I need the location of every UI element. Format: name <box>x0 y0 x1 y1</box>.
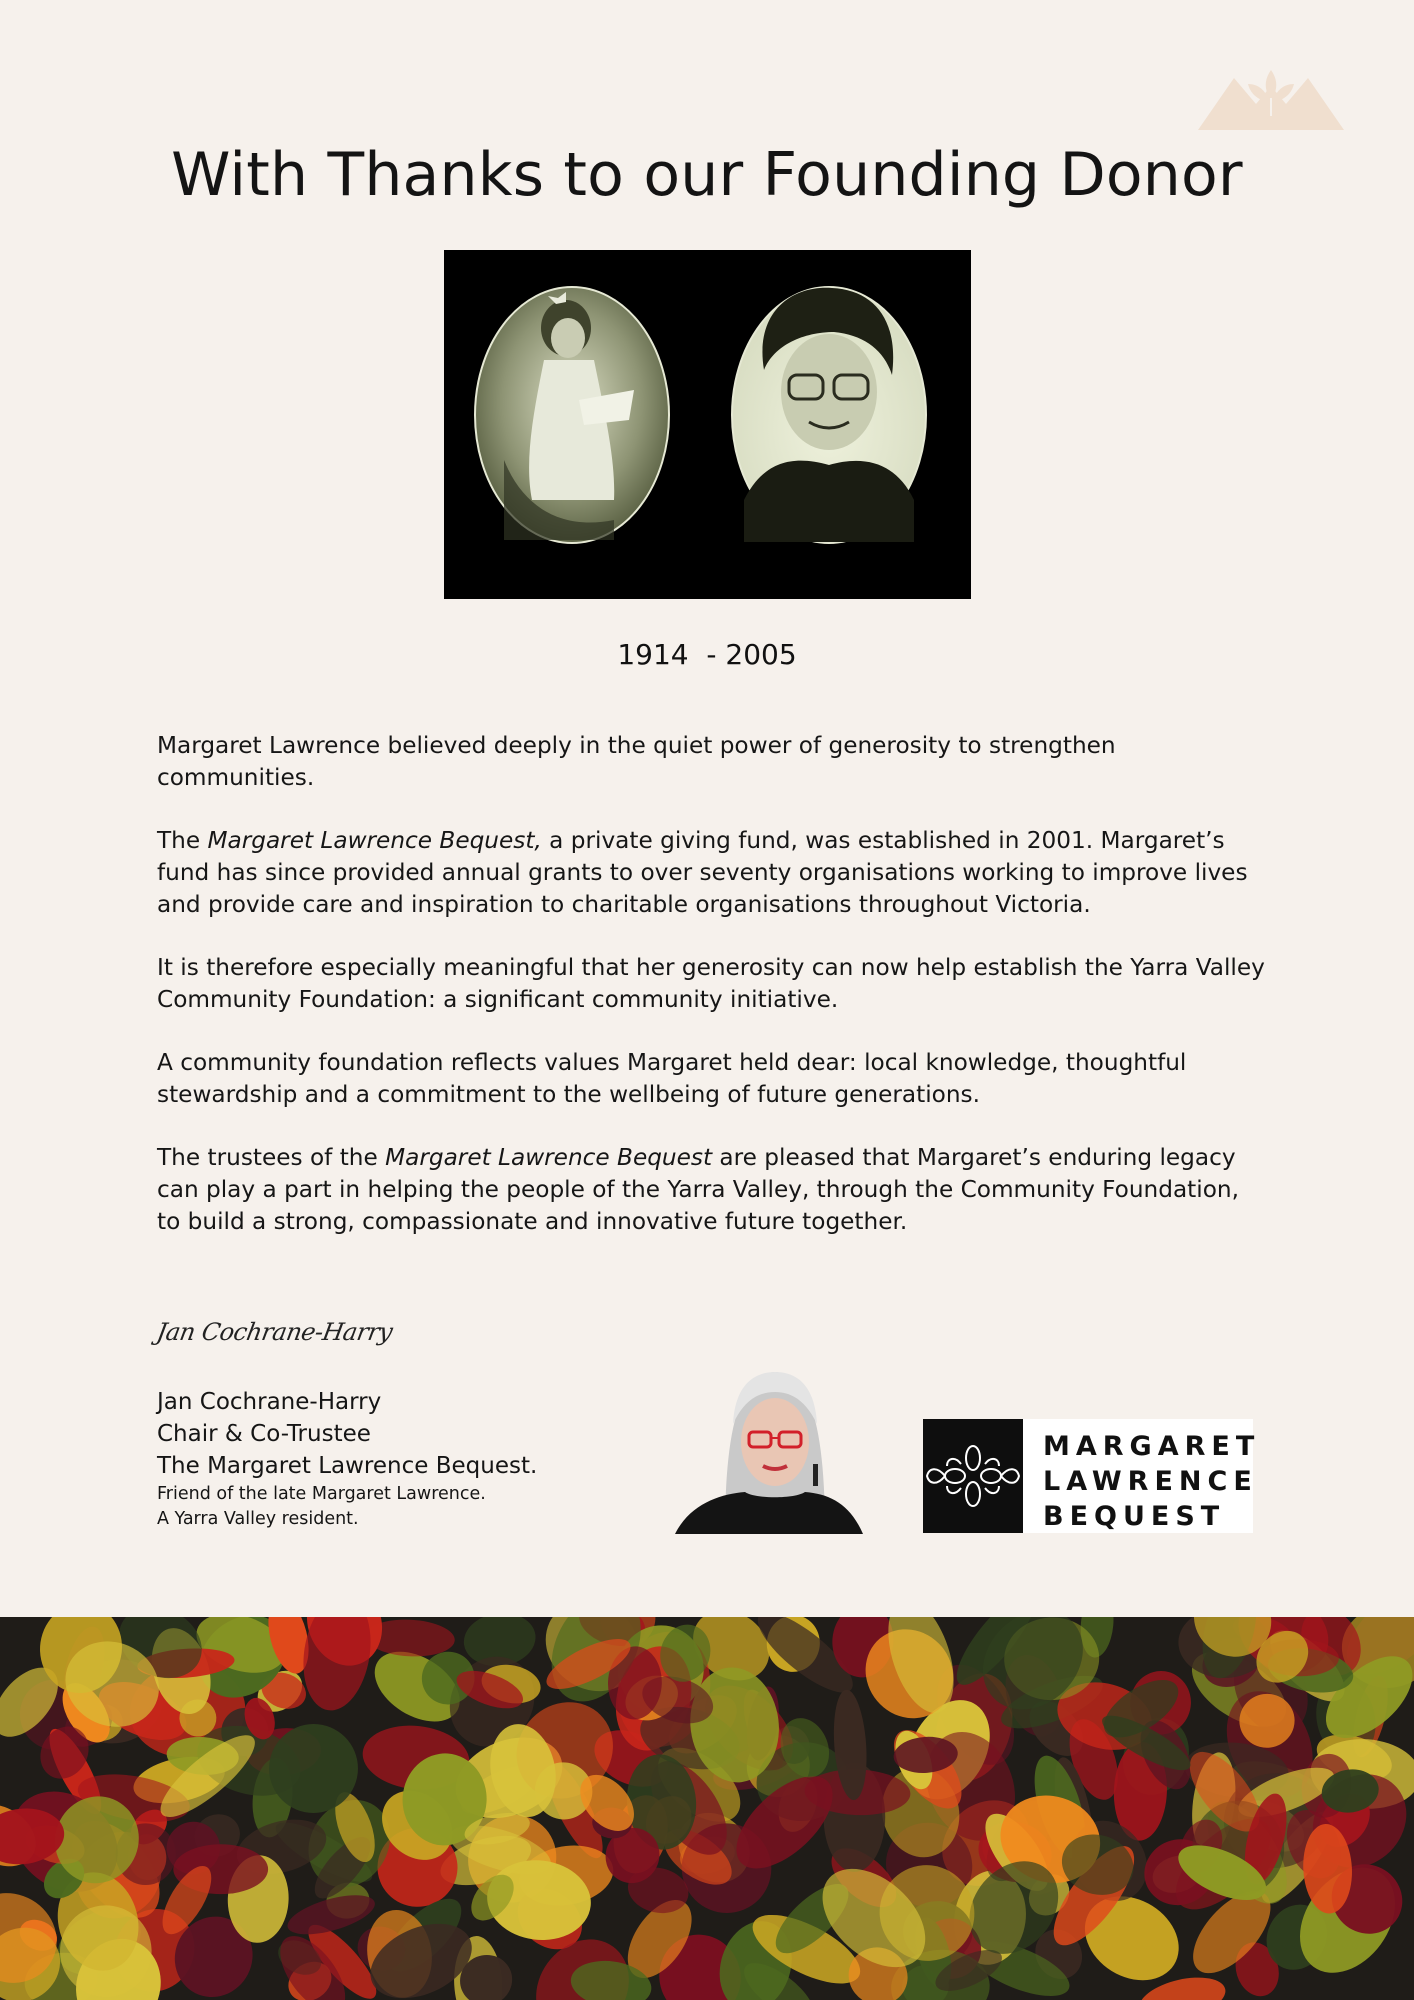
page-title: With Thanks to our Founding Donor <box>171 140 1243 210</box>
signatory-name: Jan Cochrane-Harry <box>157 1389 382 1415</box>
signatory-note-1: Friend of the late Margaret Lawrence. <box>157 1484 486 1504</box>
tribute-text <box>157 730 1267 1269</box>
signatory-portrait <box>675 1364 863 1534</box>
mountain-leaf-icon <box>1198 56 1344 130</box>
child-portrait <box>475 287 669 543</box>
paragraph-1: Margaret Lawrence believed deeply in the quiet power of generosity to strengthen communities. <box>157 732 1116 791</box>
bequest-logo <box>923 1419 1261 1533</box>
logo-line-3: BEQUEST <box>1043 1500 1226 1532</box>
logo-line-2: LAWRENCE <box>1043 1465 1258 1497</box>
paragraph-4: A community foundation reflects values Margaret held dear: local knowledge, thoughtful stewardship and a commitment to the wellbeing of future generations. <box>157 1049 1187 1108</box>
paragraph-2: The Margaret Lawrence Bequest, a private giving fund, was established in 2001. Margaret’s fund has since provided annual grants to over seventy organisations working to improve lives and provide care and inspiration to charitable organisations throughout Victoria. <box>157 827 1248 918</box>
signatory-org: The Margaret Lawrence Bequest. <box>157 1453 538 1479</box>
vineyard-leaves-photo <box>0 1617 1414 2000</box>
logo-line-1: MARGARET <box>1043 1430 1261 1462</box>
signatory-role: Chair & Co-Trustee <box>157 1421 371 1447</box>
paragraph-5: The trustees of the Margaret Lawrence Bequest are pleased that Margaret’s enduring legacy can play a part in helping the people of the Yarra Valley, through the Community Foundation, to build a strong, compassionate and innovative future together. <box>157 1144 1239 1235</box>
signatory-details <box>157 1386 537 1532</box>
handwritten-signature: Jan Cochrane-Harry <box>154 1318 395 1346</box>
life-years: 1914 - 2005 <box>617 638 797 671</box>
signatory-note-2: A Yarra Valley resident. <box>157 1509 359 1529</box>
flourish-icon <box>923 1419 1023 1533</box>
adult-portrait <box>732 287 926 543</box>
paragraph-3: It is therefore especially meaningful that her generosity can now help establish the Yarra Valley Community Foundation: a significant community initiative. <box>157 954 1265 1013</box>
donor-photo-frame <box>444 250 971 599</box>
